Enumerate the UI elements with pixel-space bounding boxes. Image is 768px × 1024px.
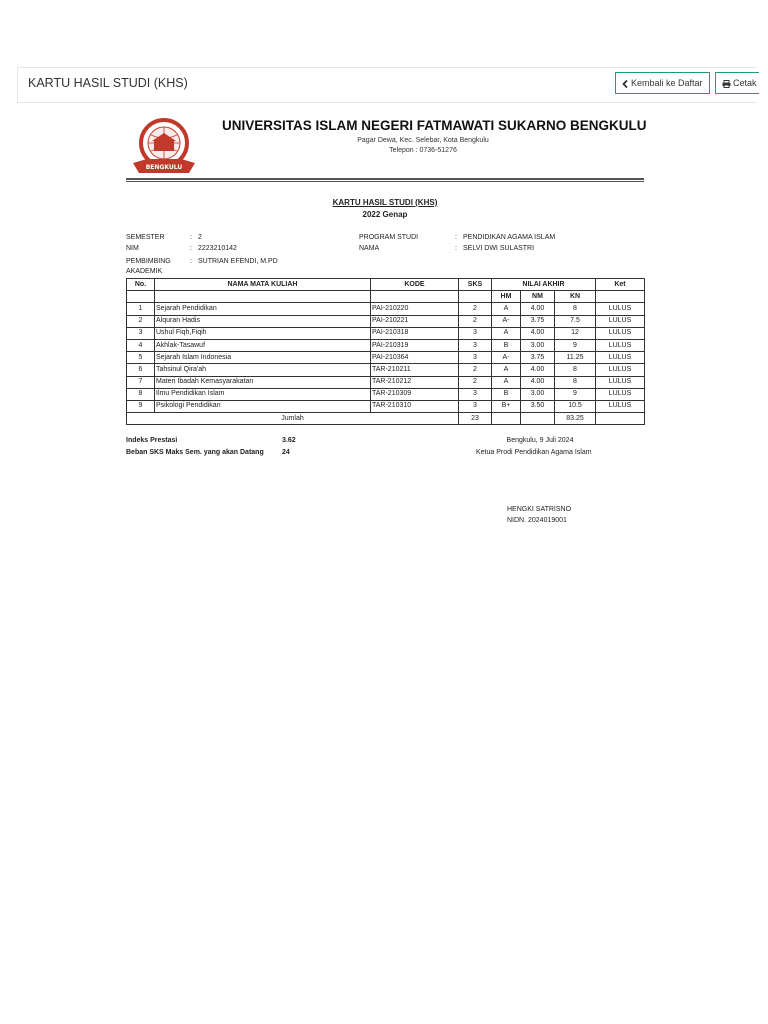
header-course: NAMA MATA KULIAH [155,279,371,291]
colon: : [455,234,457,241]
row-sks: 3 [459,388,492,400]
row-ket: LULUS [596,352,645,364]
row-course: Ushul Fiqh,Fiqih [155,327,371,339]
advisor-value: SUTRIAN EFENDI, M.PD [198,258,278,265]
row-no: 2 [127,315,155,327]
divider [126,178,644,180]
row-hm: B [492,388,521,400]
load-label: Beban SKS Maks Sem. yang akan Datang [126,449,264,456]
colon: : [190,245,192,252]
row-no: 1 [127,303,155,315]
header-nm: NM [521,291,555,303]
row-ket: LULUS [596,303,645,315]
row-kn: 8 [555,303,596,315]
row-ket: LULUS [596,315,645,327]
row-nm: 4.00 [521,364,555,376]
table-row [127,339,645,351]
chevron-left-icon [622,80,629,88]
semester-label: SEMESTER [126,234,165,241]
row-ket: LULUS [596,327,645,339]
row-kn: 8 [555,364,596,376]
university-phone: Telepon : 0736-51276 [389,147,457,154]
header-kn: KN [555,291,596,303]
grades-table [126,278,645,425]
row-nm: 4.00 [521,327,555,339]
row-no: 3 [127,327,155,339]
row-no: 6 [127,364,155,376]
row-code: PAI-210221 [371,315,459,327]
table-total-row [127,413,645,425]
row-code: PAI-210319 [371,339,459,351]
row-hm: A [492,303,521,315]
row-sks: 2 [459,303,492,315]
row-hm: A [492,376,521,388]
program-value: PENDIDIKAN AGAMA ISLAM [463,234,556,241]
row-code: TAR-210310 [371,400,459,412]
row-hm: A- [492,315,521,327]
row-kn: 9 [555,388,596,400]
page-title: KARTU HASIL STUDI (KHS) [28,76,188,90]
row-kn: 10.5 [555,400,596,412]
row-sks: 3 [459,400,492,412]
row-nm: 3.75 [521,315,555,327]
row-ket: LULUS [596,364,645,376]
total-kn: 83.25 [555,413,596,425]
row-ket: LULUS [596,388,645,400]
row-no: 7 [127,376,155,388]
ip-label: Indeks Prestasi [126,437,178,444]
header-sks: SKS [459,279,492,291]
row-code: TAR-210211 [371,364,459,376]
row-sks: 2 [459,364,492,376]
row-sks: 2 [459,315,492,327]
table-row [127,388,645,400]
row-code: PAI-210318 [371,327,459,339]
row-sks: 3 [459,327,492,339]
table-row [127,315,645,327]
row-ket: LULUS [596,400,645,412]
table-header-row [127,279,645,291]
row-code: PAI-210364 [371,352,459,364]
signature-place-date: Bengkulu, 9 Juli 2024 [506,437,574,444]
back-to-list-button[interactable] [615,72,710,94]
table-row [127,327,645,339]
row-nm: 4.00 [521,303,555,315]
row-course: Tahsinul Qira'ah [155,364,371,376]
row-no: 8 [127,388,155,400]
row-course: Materi Ibadah Kemasyarakatan [155,376,371,388]
row-no: 9 [127,400,155,412]
row-code: TAR-210309 [371,388,459,400]
print-button-label: Cetak [733,78,757,88]
university-name: UNIVERSITAS ISLAM NEGERI FATMAWATI SUKARNO BENGKULU [222,118,647,133]
row-nm: 4.00 [521,376,555,388]
row-sks: 3 [459,352,492,364]
row-nm: 3.00 [521,388,555,400]
page-header [17,67,757,103]
row-course: Ilmu Pendidikan Islam [155,388,371,400]
row-kn: 11.25 [555,352,596,364]
header-code: KODE [371,279,459,291]
ip-value: 3.62 [282,437,296,444]
load-value: 24 [282,449,290,456]
semester-value: 2 [198,234,202,241]
university-address: Pagar Dewa, Kec. Selebar, Kota Bengkulu [357,137,489,144]
row-nm: 3.00 [521,339,555,351]
table-row [127,352,645,364]
header-ket: Ket [596,279,645,291]
row-hm: B [492,339,521,351]
row-kn: 9 [555,339,596,351]
svg-text:BENGKULU: BENGKULU [145,164,183,171]
table-row [127,364,645,376]
nim-label: NIM [126,245,139,252]
program-label: PROGRAM STUDI [359,234,419,241]
row-hm: A [492,364,521,376]
table-subheader-row [127,291,645,303]
row-hm: A [492,327,521,339]
university-logo [127,117,201,177]
advisor-label-2: AKADEMIK [126,268,163,275]
row-kn: 12 [555,327,596,339]
colon: : [455,245,457,252]
header-hm: HM [492,291,521,303]
row-course: Sejarah Islam Indonesia [155,352,371,364]
signatory-nidn: NIDN. 2024019001 [507,517,567,524]
student-name: SELVI DWI SULASTRI [463,245,535,252]
row-course: Sejarah Pendidikan [155,303,371,315]
table-row [127,376,645,388]
row-code: TAR-210212 [371,376,459,388]
row-hm: A- [492,352,521,364]
total-label: Jumlah [127,413,459,425]
header-final-grade: NILAI AKHIR [492,279,596,291]
row-nm: 3.50 [521,400,555,412]
row-course: Alquran Hadis [155,315,371,327]
document-period: 2022 Genap [362,210,408,219]
row-no: 5 [127,352,155,364]
divider [126,181,644,182]
printer-icon [722,80,731,88]
colon: : [190,234,192,241]
row-course: Psikologi Pendidikan [155,400,371,412]
table-row [127,400,645,412]
back-button-label: Kembali ke Daftar [631,78,703,88]
signature-role: Ketua Prodi Pendidikan Agama Islam [476,449,592,456]
name-label: NAMA [359,245,380,252]
advisor-label: PEMBIMBING [126,258,171,265]
row-course: Akhlak-Tasawuf [155,339,371,351]
row-kn: 7.5 [555,315,596,327]
nim-value: 2223210142 [198,245,237,252]
signatory-name: HENGKI SATRISNO [507,506,572,513]
header-no: No. [127,279,155,291]
row-code: PAI-210220 [371,303,459,315]
row-nm: 3.75 [521,352,555,364]
print-button[interactable] [715,72,759,94]
document-title: KARTU HASIL STUDI (KHS) [332,198,438,207]
row-ket: LULUS [596,376,645,388]
row-sks: 3 [459,339,492,351]
table-row [127,303,645,315]
row-hm: B+ [492,400,521,412]
row-no: 4 [127,339,155,351]
row-kn: 8 [555,376,596,388]
row-ket: LULUS [596,339,645,351]
colon: : [190,258,192,265]
row-sks: 2 [459,376,492,388]
total-sks: 23 [459,413,492,425]
